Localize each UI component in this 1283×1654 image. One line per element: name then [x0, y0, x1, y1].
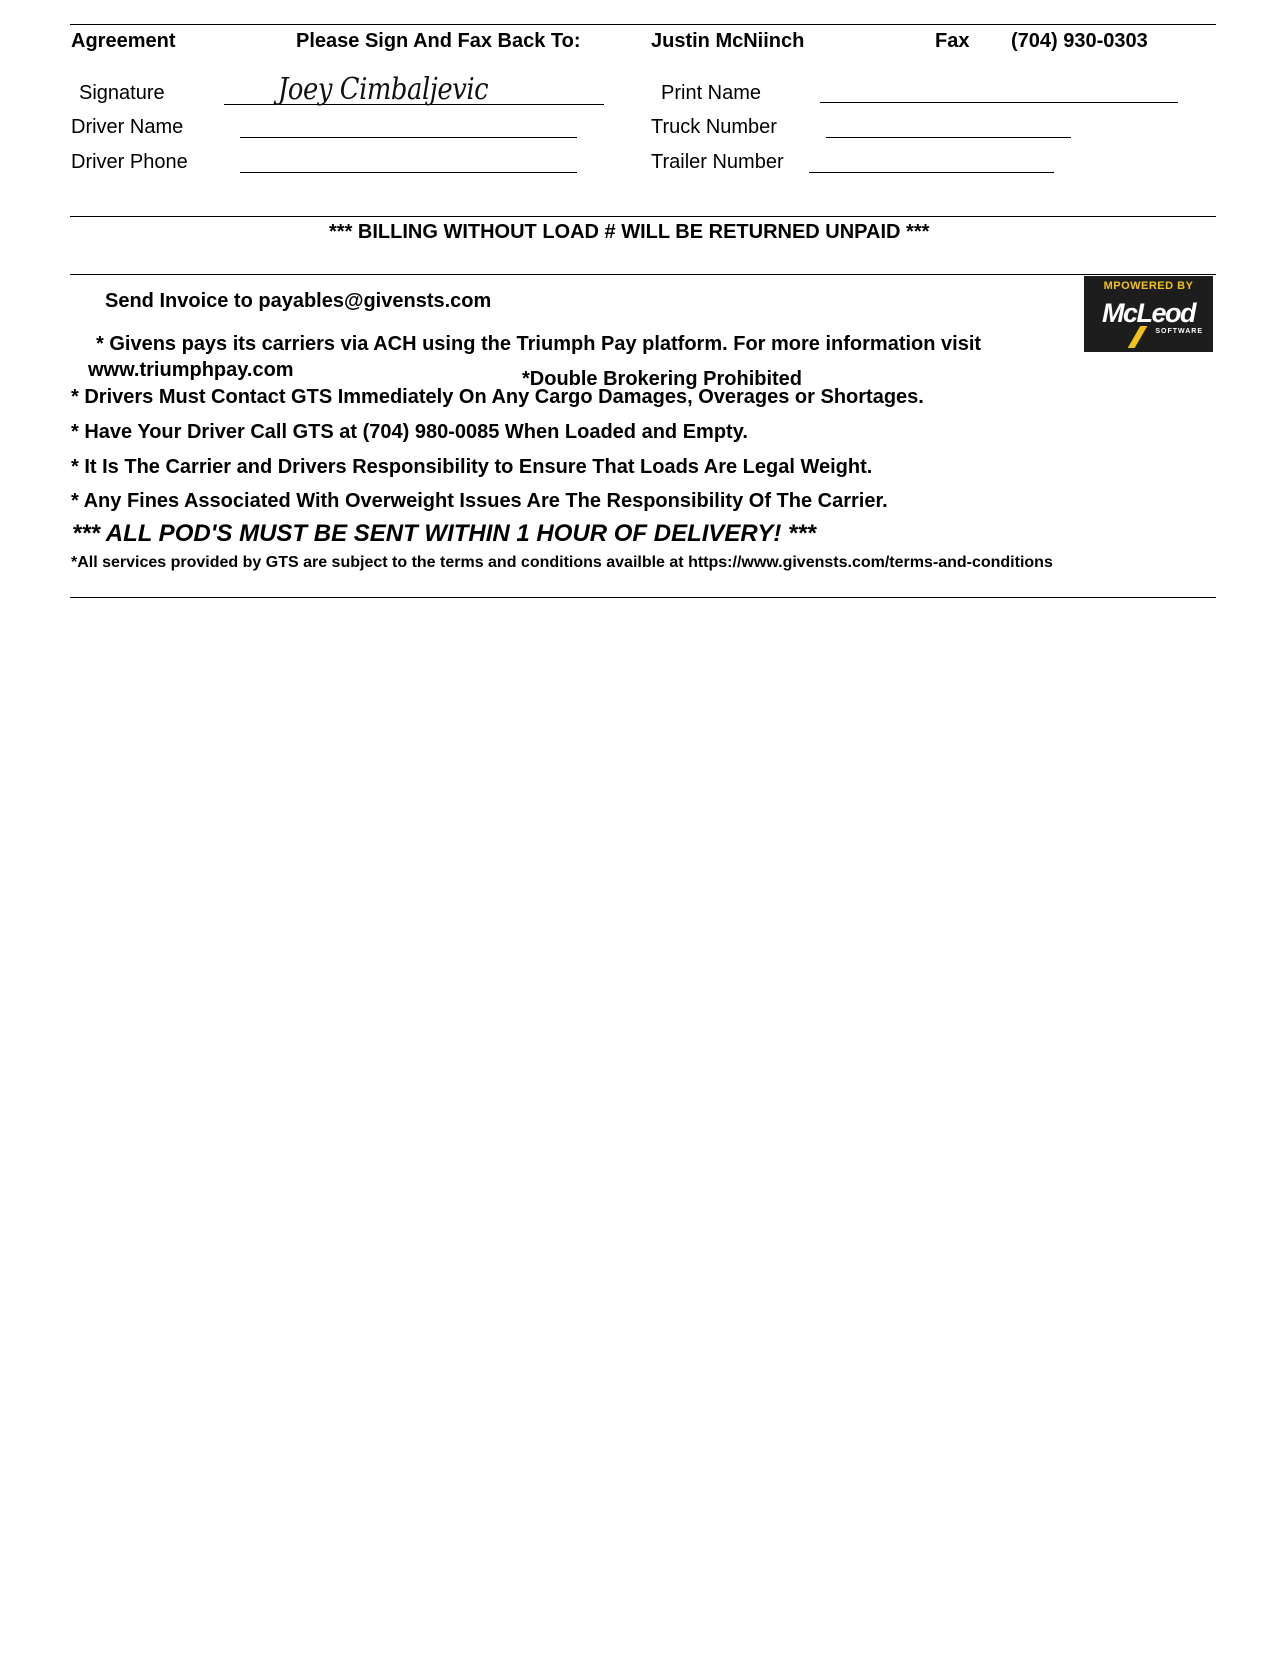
driver-name-label: Driver Name [71, 116, 184, 138]
divider [70, 597, 1216, 598]
agreement-heading: Agreement [71, 30, 176, 52]
rule-item: * It Is The Carrier and Drivers Responsibility to Ensure That Loads Are Legal Weight. [71, 456, 873, 478]
rule-item: * Have Your Driver Call GTS at (704) 980-0085 When Loaded and Empty. [71, 421, 748, 443]
print-name-label: Print Name [661, 82, 762, 104]
truck-number-label: Truck Number [651, 116, 777, 138]
please-sign-label: Please Sign And Fax Back To: [296, 30, 581, 52]
mcleod-logo: MPOWERED BY McLeod SOFTWARE [1084, 276, 1213, 352]
driver-phone-label: Driver Phone [71, 151, 188, 173]
truck-number-line[interactable] [826, 137, 1071, 138]
send-invoice-text: Send Invoice to payables@givensts.com [105, 290, 492, 312]
fax-label: Fax [935, 30, 970, 52]
ach-payment-text: * Givens pays its carriers via ACH using the Triumph Pay platform. For more information visit [96, 333, 982, 355]
double-brokering-notice: *Double Brokering Prohibited [522, 368, 803, 390]
fax-number: (704) 930-0303 [1011, 30, 1148, 52]
trailer-number-line[interactable] [809, 172, 1054, 173]
trailer-number-label: Trailer Number [651, 151, 784, 173]
contact-name: Justin McNiinch [651, 30, 805, 52]
billing-notice: *** BILLING WITHOUT LOAD # WILL BE RETURNED UNPAID *** [329, 221, 930, 243]
handwritten-signature: Joey Cimbaljevic [278, 72, 489, 107]
divider [70, 24, 1216, 25]
terms-text: *All services provided by GTS are subject to the terms and conditions availble at https://www.givensts.com/terms-and-conditions [71, 554, 1053, 571]
driver-name-line[interactable] [240, 137, 577, 138]
pod-notice: *** ALL POD'S MUST BE SENT WITHIN 1 HOUR OF DELIVERY! *** [72, 520, 817, 547]
rule-item: * Drivers Must Contact GTS Immediately On Any Cargo Damages, Overages or Shortages. [71, 386, 924, 408]
driver-phone-line[interactable] [240, 172, 577, 173]
divider [70, 216, 1216, 217]
signature-label: Signature [79, 82, 165, 104]
triumphpay-url: www.triumphpay.com [88, 359, 294, 381]
rule-item: * Any Fines Associated With Overweight Issues Are The Responsibility Of The Carrier. [71, 490, 888, 512]
divider [70, 274, 1216, 275]
print-name-line[interactable] [820, 102, 1178, 103]
